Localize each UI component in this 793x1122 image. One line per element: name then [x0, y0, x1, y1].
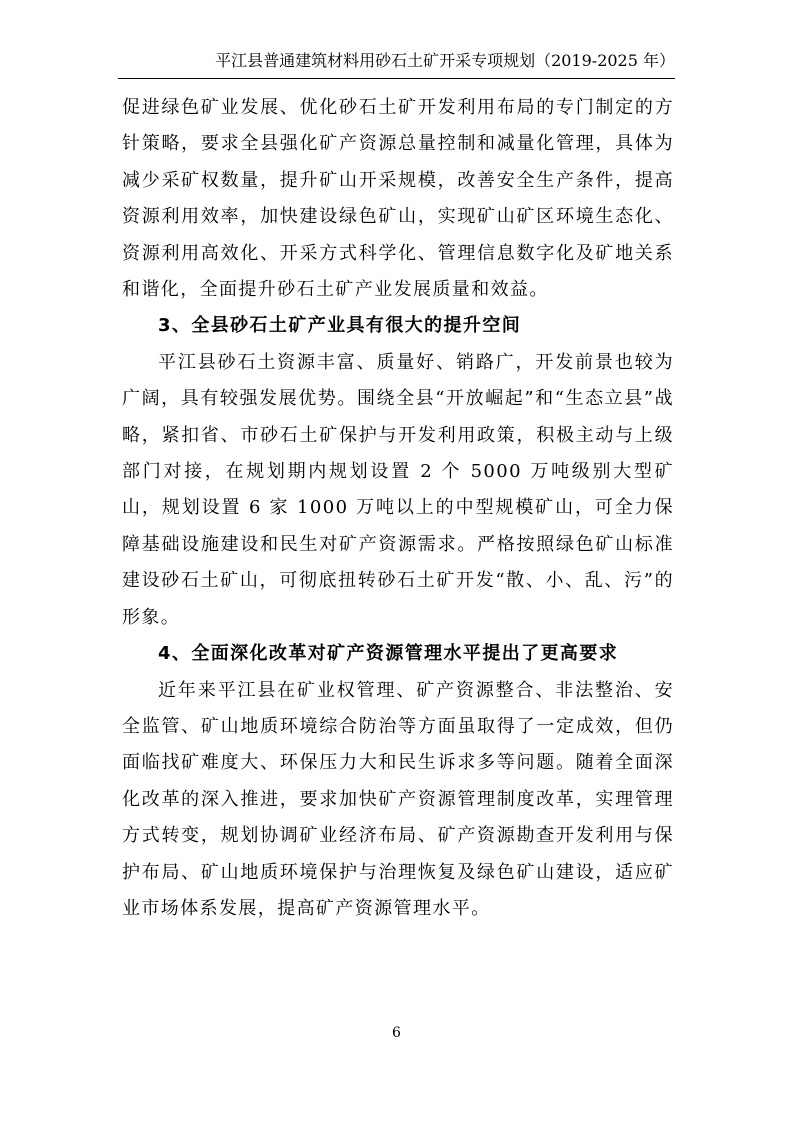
- paragraph-continued: 促进绿色矿业发展、优化砂石土矿开发利用布局的专门制定的方针策略，要求全县强化矿产资源总量控制和减量化管理，具体为减少采矿权数量，提升矿山开采规模，改善安全生产条件，提高资源利用效率，加快建设绿色矿山，实现矿山矿区环境生态化、资源利用高效化、开采方式科学化、管理信息数字化及矿地关系和谐化，全面提升砂石土矿产业发展质量和效益。: [122, 97, 674, 301]
- paragraph-section-3: 平江县砂石土资源丰富、质量好、销路广，开发前景也较为广阔，具有较强发展优势。围绕全县“开放崛起”和“生态立县”战略，紧扣省、市砂石土矿保护与开发利用政策，积极主动与上级部门对接，在规划期内规划设置 2 个 5000 万吨级别大型矿山，规划设置 6 家 1000 万吨以上的中型规模矿山，可全力保障基础设施建设和民生对矿产资源需求。严格按照绿色矿山标准建设砂石土矿山，可彻底扭转砂石土矿开发“散、小、乱、污”的形象。: [122, 351, 674, 628]
- section-heading-4: 4、全面深化改革对矿产资源管理水平提出了更高要求: [158, 643, 619, 665]
- page-number: 6: [392, 1025, 401, 1041]
- document-body: [122, 90, 674, 927]
- paragraph-section-4: 近年来平江县在矿业权管理、矿产资源整合、非法整治、安全监管、矿山地质环境综合防治等方面虽取得了一定成效，但仍面临找矿难度大、环保压力大和民生诉求多等问题。随着全面深化改革的深入推进，要求加快矿产资源管理制度改革，实理管理方式转变，规划协调矿业经济布局、矿产资源勘查开发利用与保护布局、矿山地质环境保护与治理恢复及绿色矿山建设，适应矿业市场体系发展，提高矿产资源管理水平。: [122, 679, 674, 919]
- running-header: [118, 50, 675, 79]
- section-heading-3: 3、全县砂石土矿产业具有很大的提升空间: [158, 315, 522, 337]
- header-title: 平江县普通建筑材料用砂石土矿开采专项规划（2019-2025 年）: [215, 51, 675, 70]
